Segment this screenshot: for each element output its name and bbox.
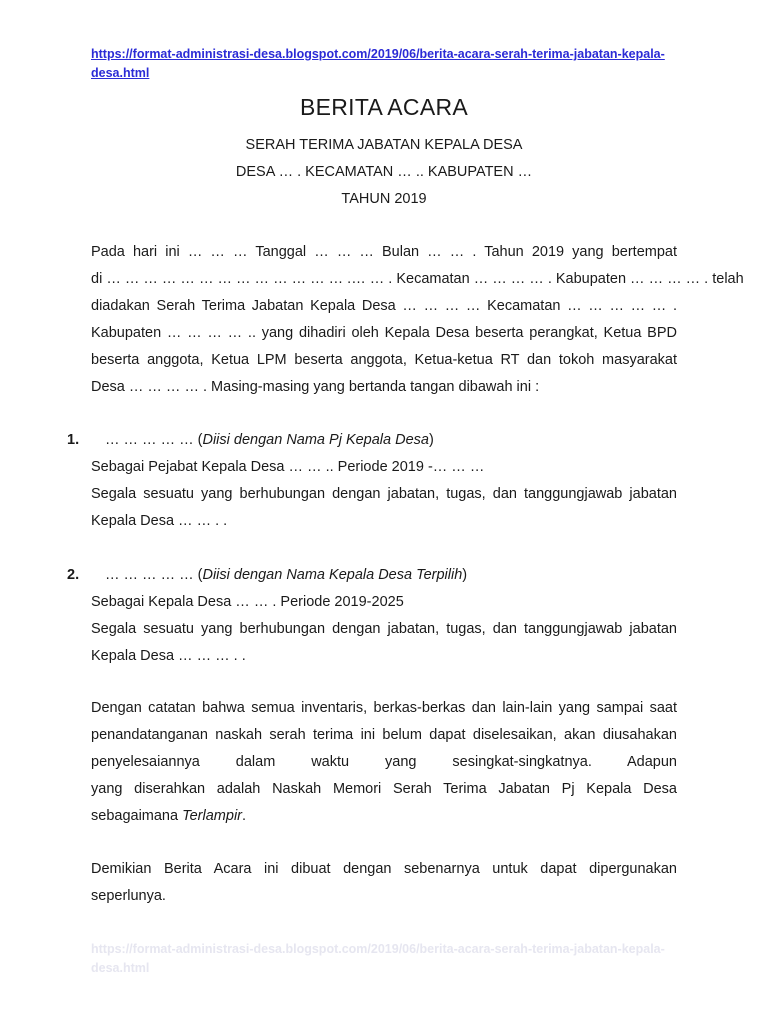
note-last-prefix: sebagaimana [91,808,183,824]
footer-link-line-2[interactable]: desa.html [91,961,150,975]
item-number: 1. [67,432,80,448]
note-line-last [91,808,677,824]
note-last-suffix: . [242,808,247,824]
item-responsibility: Kepala Desa … … … . . [91,648,246,664]
intro-line: Kabupaten … … … … .. yang dihadiri oleh Kepala Desa beserta perangkat, Ketua BPD [91,325,677,341]
item-role: Sebagai Pejabat Kepala Desa … … .. Periode 2019 -… … … [91,459,485,475]
item-close: ) [462,567,468,583]
note-last-italic: Terlampir [182,808,242,824]
document-subtitle-3: TAHUN 2019 [341,191,427,207]
item-name-line [105,567,691,583]
item-dots: … … … … … ( [105,432,203,448]
item-dots: … … … … … ( [105,567,203,583]
footer-link-line-1[interactable]: https://format-administrasi-desa.blogspot.com/2019/06/berita-acara-serah-terima-jabatan-kepala- [91,942,665,956]
intro-line: Pada hari ini … … … Tanggal … … … Bulan … … . Tahun 2019 yang bertempat [91,244,677,260]
item-responsibility: Kepala Desa … … . . [91,513,228,529]
source-link-line-1[interactable]: https://format-administrasi-desa.blogspot.com/2019/06/berita-acara-serah-terima-jabatan-kepala- [91,47,665,61]
item-name-hint: Diisi dengan Nama Kepala Desa Terpilih [202,567,463,583]
item-name-line [105,432,691,448]
item-number: 2. [67,567,80,583]
closing-line: seperlunya. [91,888,166,904]
source-link-line-2[interactable]: desa.html [91,66,150,80]
note-line: Dengan catatan bahwa semua inventaris, berkas-berkas dan lain-lain yang sampai saat [91,700,677,716]
item-responsibility: Segala sesuatu yang berhubungan dengan jabatan, tugas, dan tanggungjawab jabatan [91,621,677,637]
intro-line: beserta anggota, Ketua LPM beserta anggota, Ketua-ketua RT dan tokoh masyarakat [91,352,677,368]
note-line: penyelesaiannya dalam waktu yang sesingkat-singkatnya. Adapun [91,754,677,770]
item-name-hint: Diisi dengan Nama Pj Kepala Desa [202,432,429,448]
document-title: BERITA ACARA [299,94,469,120]
item-close: ) [428,432,434,448]
intro-line: diadakan Serah Terima Jabatan Kepala Desa … … … … Kecamatan … … … … … . [91,298,677,314]
item-role: Sebagai Kepala Desa … … . Periode 2019-2025 [91,594,404,610]
note-line: penandatanganan naskah serah terima ini belum dapat diselesaikan, akan diusahakan [91,727,677,743]
closing-line: Demikian Berita Acara ini dibuat dengan sebenarnya untuk dapat dipergunakan [91,861,677,877]
document-subtitle-1: SERAH TERIMA JABATAN KEPALA DESA [245,137,523,153]
note-line: yang diserahkan adalah Naskah Memori Serah Terima Jabatan Pj Kepala Desa [91,781,677,797]
footer-link[interactable] [91,940,665,978]
item-responsibility: Segala sesuatu yang berhubungan dengan jabatan, tugas, dan tanggungjawab jabatan [91,486,677,502]
intro-line: Desa … … … … . Masing-masing yang bertanda tangan dibawah ini : [91,379,540,395]
intro-line: di … … … … … … … … … … … … … .… … . Kecamatan … … … … . Kabupaten … … … … . telah [91,271,744,287]
document-subtitle-2: DESA … . KECAMATAN … .. KABUPATEN … [235,164,533,180]
source-link[interactable] [91,45,665,83]
